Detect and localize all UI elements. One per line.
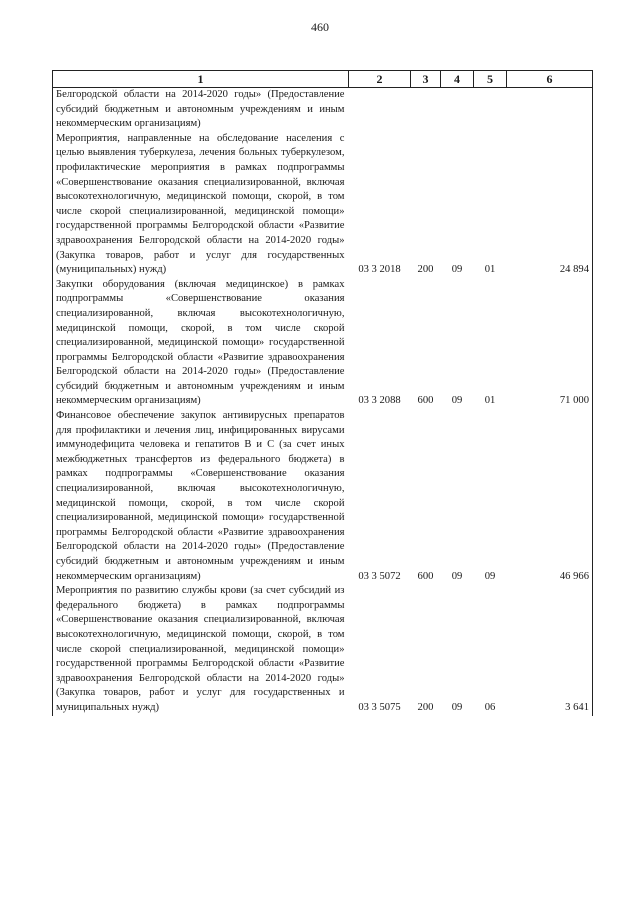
row-sum: 24 894 <box>507 132 593 278</box>
table-header <box>53 71 593 88</box>
column-header-6: 6 <box>507 71 593 88</box>
page-number: 460 <box>311 20 329 34</box>
row-subsection: 06 <box>484 701 496 713</box>
row-target-code: 03 3 5075 <box>358 701 401 713</box>
row-description: Мероприятия, направленные на обследование населения с целью выявления туберкулеза, лечения больных туберкулезом, профилактические мероприятия в рамках подпрограммы «Совершенствование оказания специализированной, включая высокотехнологичную, медицинской помощи, скорой, в том числе скорой специализированной, медицинской помощи» государственной программы Белгородской области «Развитие здравоохранения Белгородской области на 2014-2020 годы» (Закупка товаров, работ и услуг для государственных (муниципальных) нужд) <box>53 132 349 278</box>
row-section <box>441 88 474 132</box>
row-sum: 71 000 <box>507 278 593 409</box>
column-header-3: 3 <box>411 71 441 88</box>
header-row <box>53 71 593 88</box>
row-sum <box>507 88 593 132</box>
row-sum: 46 966 <box>507 409 593 584</box>
row-target-code: 03 3 5072 <box>358 570 401 582</box>
table-row <box>53 409 593 584</box>
row-target-code: 03 3 2018 <box>358 264 401 276</box>
row-expense-type <box>411 88 441 132</box>
budget-table <box>52 70 593 716</box>
row-subsection: 01 <box>484 395 496 407</box>
row-description: Закупки оборудования (включая медицинское) в рамках подпрограммы «Совершенствование оказания специализированной, включая высокотехнологичную, медицинской помощи, скорой, в том числе скорой специализированной, медицинской помощи» государственной программы Белгородской области «Развитие здравоохранения Белгородской области на 2014-2020 годы» (Предоставление субсидий бюджетным и автономным учреждениям и иным некоммерческим организациям) <box>53 278 349 409</box>
row-description: Финансовое обеспечение закупок антивирусных препаратов для профилактики и лечения лиц, инфицированных вирусами иммунодефицита человека и гепатитов В и С (за счет иных межбюджетных трансфертов из федерального бюджета) в рамках подпрограммы «Совершенствование оказания специализированной, включая высокотехнологичную, медицинской помощи, скорой, в том числе скорой специализированной, медицинской помощи» государственной программы Белгородской области «Развитие здравоохранения Белгородской области на 2014-2020 годы» (Предоставление субсидий бюджетным и автономным учреждениям и иным некоммерческим организациям) <box>53 409 349 584</box>
row-expense-type: 600 <box>417 570 434 582</box>
row-section: 09 <box>451 570 463 582</box>
column-header-5: 5 <box>474 71 507 88</box>
row-description: Белгородской области на 2014-2020 годы» (Предоставление субсидий бюджетным и автономным учреждениям и иным некоммерческим организациям) <box>53 88 349 132</box>
table-row <box>53 278 593 409</box>
row-section: 09 <box>451 701 463 713</box>
row-target-code: 03 3 2088 <box>358 395 401 407</box>
row-subsection <box>474 88 507 132</box>
table-row <box>53 88 593 132</box>
row-target-code <box>349 88 411 132</box>
row-subsection: 01 <box>484 264 496 276</box>
row-expense-type: 200 <box>417 701 434 713</box>
column-header-2: 2 <box>349 71 411 88</box>
table-row <box>53 584 593 715</box>
row-description: Мероприятия по развитию службы крови (за счет субсидий из федерального бюджета) в рамках подпрограммы «Совершенствование оказания специализированной, включая высокотехнологичную, медицинской помощи, скорой, в том числе скорой специализированной, медицинской помощи» государственной программы Белгородской области «Развитие здравоохранения Белгородской области на 2014-2020 годы» (Закупка товаров, работ и услуг для государственных и муниципальных нужд) <box>53 584 349 715</box>
row-sum: 3 641 <box>507 584 593 715</box>
column-header-1: 1 <box>53 71 349 88</box>
row-section: 09 <box>451 264 463 276</box>
table-body <box>53 88 593 716</box>
row-section: 09 <box>451 395 463 407</box>
row-expense-type: 200 <box>417 264 434 276</box>
row-expense-type: 600 <box>417 395 434 407</box>
row-subsection: 09 <box>484 570 496 582</box>
column-header-4: 4 <box>441 71 474 88</box>
table-row <box>53 132 593 278</box>
